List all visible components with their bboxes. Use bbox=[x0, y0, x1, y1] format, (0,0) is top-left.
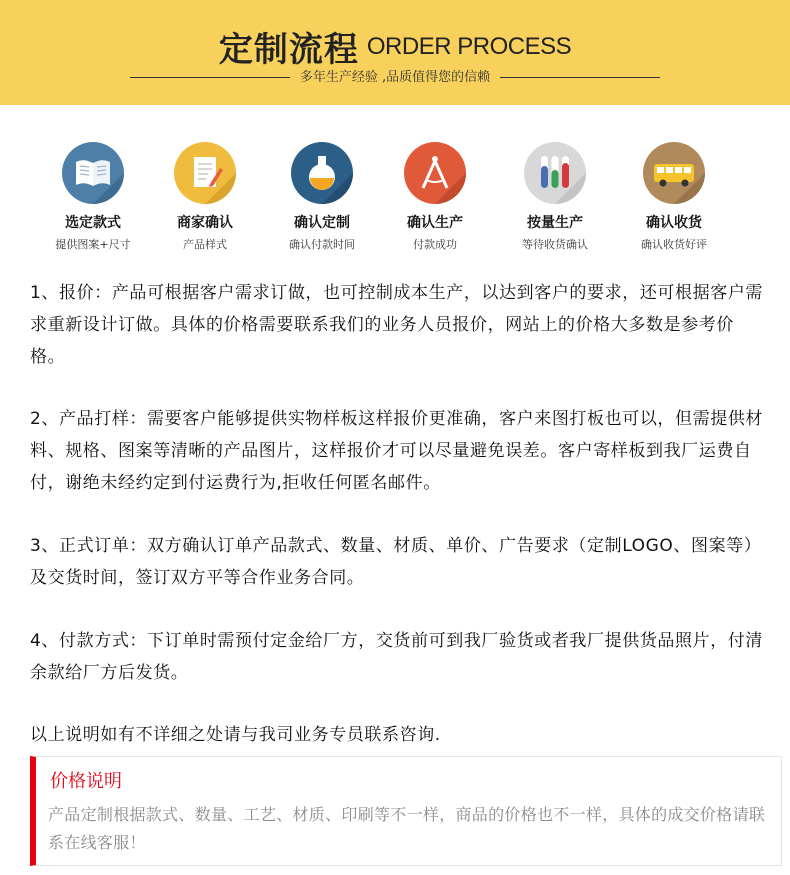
step-mass-production bbox=[500, 142, 610, 252]
subtitle-divider-left bbox=[130, 77, 290, 78]
step-desc: 产品样式 bbox=[183, 238, 227, 251]
step-label: 商家确认 bbox=[177, 215, 233, 231]
subtitle-text: 多年生产经验 ,品质值得您的信赖 bbox=[299, 70, 491, 85]
step-desc: 付款成功 bbox=[413, 238, 457, 251]
step-desc: 提供图案+尺寸 bbox=[55, 238, 131, 251]
step-confirm-custom bbox=[267, 142, 377, 252]
title-chinese: 定制流程 bbox=[218, 30, 359, 70]
compass-icon bbox=[404, 142, 466, 204]
step-desc: 等待收货确认 bbox=[522, 238, 588, 251]
title-english: ORDER PROCESS bbox=[366, 32, 572, 60]
header-subtitle bbox=[0, 66, 790, 85]
bus-icon bbox=[643, 142, 705, 204]
book-icon bbox=[62, 142, 124, 204]
step-label: 确认生产 bbox=[407, 215, 463, 231]
step-label: 选定款式 bbox=[65, 215, 121, 231]
price-note-box bbox=[30, 756, 782, 866]
process-steps bbox=[0, 142, 790, 262]
step-desc: 确认收货好评 bbox=[641, 238, 707, 251]
flask-icon bbox=[291, 142, 353, 204]
price-note-text: 产品定制根据款式、数量、工艺、材质、印刷等不一样，商品的价格也不一样，具体的成交价格请联系在线客服！ bbox=[48, 805, 766, 852]
step-label: 确认定制 bbox=[294, 215, 350, 231]
paragraph-payment: 4、付款方式：下订单时需预付定金给厂方，交货前可到我厂验货或者我厂提供货品照片，付清余款给厂方后发货。 bbox=[30, 631, 764, 683]
paragraph-contact: 以上说明如有不详细之处请与我司业务专员联系咨询. bbox=[30, 725, 441, 745]
notepad-icon bbox=[174, 142, 236, 204]
price-note-title: 价格说明 bbox=[50, 771, 122, 792]
subtitle-divider-right bbox=[500, 77, 660, 78]
step-label: 按量生产 bbox=[527, 215, 583, 231]
step-confirm-receipt bbox=[619, 142, 729, 252]
page-title bbox=[0, 22, 790, 71]
paragraph-order: 3、正式订单：双方确认订单产品款式、数量、材质、单价、广告要求（定制LOGO、图案等）及交货时间，签订双方平等合作业务合同。 bbox=[30, 536, 762, 588]
paragraph-quote: 1、报价：产品可根据客户需求订做，也可控制成本生产，以达到客户的要求，还可根据客户需求重新设计订做。具体的价格需要联系我们的业务人员报价，网站上的价格大多数是参考价格。 bbox=[30, 283, 764, 367]
step-desc: 确认付款时间 bbox=[289, 238, 355, 251]
step-select-style bbox=[38, 142, 148, 252]
paragraph-sampling: 2、产品打样：需要客户能够提供实物样板这样报价更准确，客户来图打板也可以，但需提供材料、规格、图案等清晰的产品图片，这样报价才可以尽量避免误差。客户寄样板到我厂运费自付，谢绝未经约定到付运费行为,拒收任何匿名邮件。 bbox=[30, 409, 764, 493]
test-tubes-icon bbox=[524, 142, 586, 204]
banner-zigzag-edge bbox=[0, 95, 790, 109]
step-label: 确认收货 bbox=[646, 215, 702, 231]
step-confirm-production bbox=[380, 142, 490, 252]
step-merchant-confirm bbox=[150, 142, 260, 252]
